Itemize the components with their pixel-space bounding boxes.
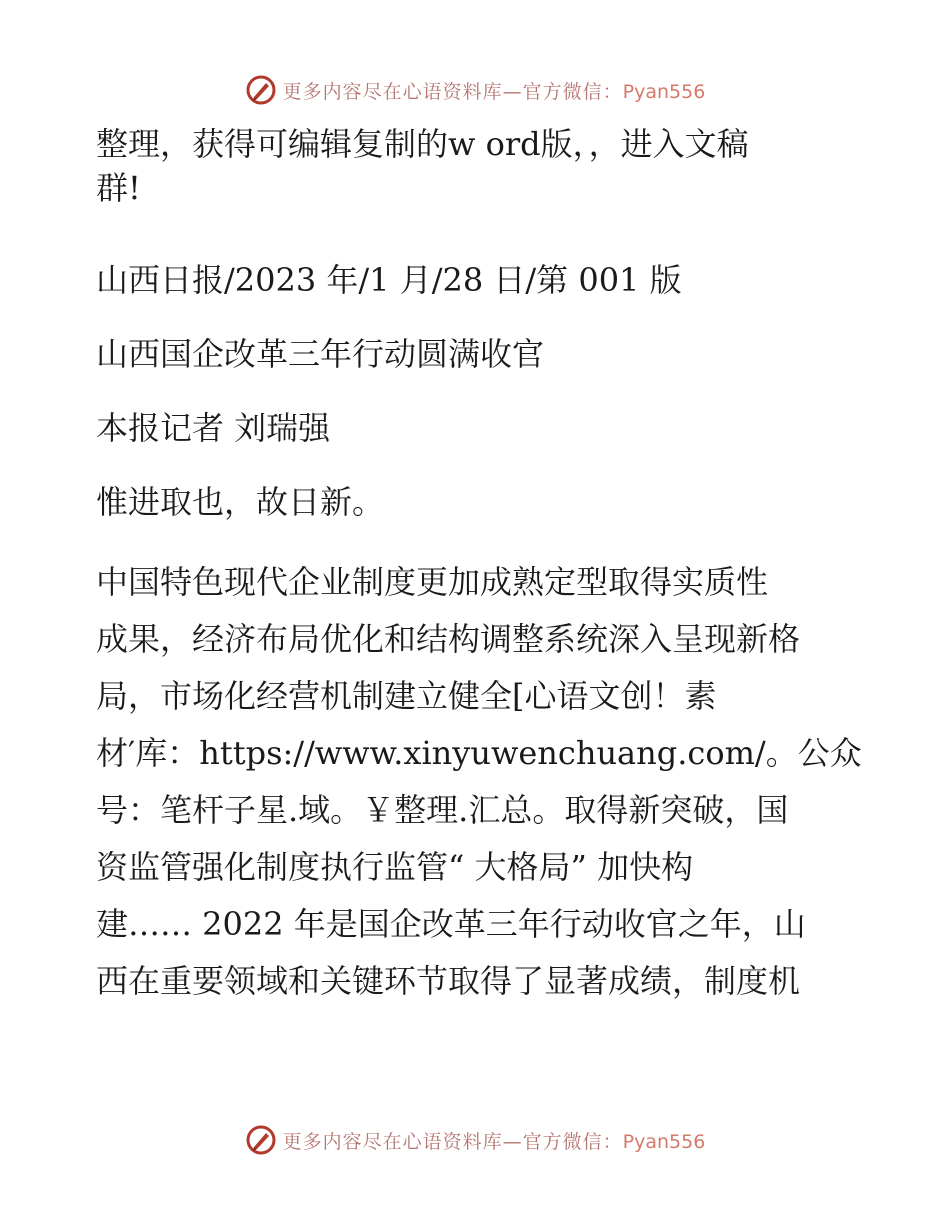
body-line: 号：笔杆子星.域。￥整理.汇总。取得新突破，国 — [96, 791, 789, 829]
watermark-wechat-id: Pyan556 — [622, 1130, 706, 1153]
watermark-header — [0, 70, 950, 110]
opening-quote: 惟进取也，故日新。 — [96, 483, 385, 521]
body-line: 成果，经济布局优化和结构调整系统深入呈现新格 — [96, 620, 801, 658]
article-headline: 山西国企改革三年行动圆满收官 — [96, 335, 545, 373]
body-line: 局，市场化经营机制建立健全[心语文创！素 — [96, 677, 717, 715]
body-line: 材′库：https://www.xinyuwenchuang.com/。公众 — [96, 734, 862, 772]
pen-logo-icon — [245, 1124, 277, 1156]
pen-logo-icon — [245, 74, 277, 106]
body-paragraph — [96, 554, 862, 1010]
intro-line: 群! — [96, 169, 141, 207]
watermark-footer — [0, 1120, 950, 1160]
intro-paragraph — [96, 122, 749, 210]
body-line: 建…… 2022 年是国企改革三年行动收官之年，山 — [96, 905, 806, 943]
body-line: 西在重要领域和关键环节取得了显著成绩，制度机 — [96, 962, 801, 1000]
watermark-text: 更多内容尽在心语资料库—官方微信：Pyan556 — [282, 1130, 706, 1153]
body-line: 中国特色现代企业制度更加成熟定型取得实质性 — [96, 563, 769, 601]
body-line: 资监管强化制度执行监管“ 大格局” 加快构 — [96, 848, 694, 886]
watermark-wechat-id: Pyan556 — [622, 80, 706, 103]
article-byline: 本报记者 刘瑞强 — [96, 409, 331, 447]
intro-line: 整理，获得可编辑复制的w ord版，，进入文稿 — [96, 125, 749, 163]
source-line: 山西日报/2023 年/1 月/28 日/第 001 版 — [96, 261, 682, 299]
watermark-text: 更多内容尽在心语资料库—官方微信：Pyan556 — [282, 80, 706, 103]
